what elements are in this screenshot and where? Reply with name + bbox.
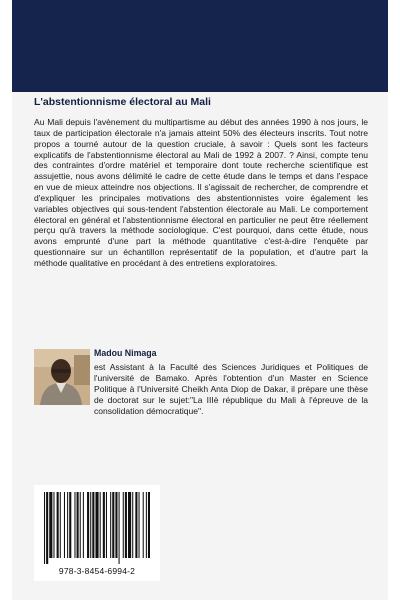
- blurb-title: L'abstentionnisme électoral au Mali: [34, 96, 211, 108]
- barcode-bar: [103, 492, 105, 558]
- barcode-bar: [100, 492, 101, 558]
- barcode-bar: [148, 492, 150, 558]
- barcode-bar: [146, 492, 147, 558]
- barcode-area: [34, 485, 160, 581]
- barcode-bar: [60, 492, 61, 558]
- author-bio: est Assistant à la Faculté des Sciences Juridiques et Politiques de l'université de Bamako. Après l'obtention d'un Master en Science Politique à l'Université Cheikh Anta Diop de Dakar, il prépare une thèse de doctorat sur le sujet:"La IIIè république du Mali à l'épreuve de la consolidation démocratique".: [94, 362, 368, 416]
- barcode-bar: [110, 492, 111, 558]
- barcode-bar: [119, 492, 120, 564]
- barcode-bar: [67, 492, 68, 558]
- barcode-bar: [44, 492, 45, 564]
- barcode-bar: [95, 492, 98, 558]
- barcode-bar: [115, 492, 117, 558]
- barcode-bar: [69, 492, 71, 558]
- barcode-bar: [112, 492, 114, 558]
- barcode-bar: [125, 492, 127, 558]
- barcode-bar: [83, 492, 84, 558]
- author-name: Madou Nimaga: [94, 348, 157, 358]
- barcode-bar: [90, 492, 91, 558]
- barcode-bar: [135, 492, 137, 558]
- barcode-bar: [123, 492, 124, 558]
- barcode-bar: [53, 492, 54, 558]
- barcode-bar: [46, 492, 48, 564]
- barcode-bar: [139, 492, 140, 558]
- barcode-bar: [64, 492, 65, 558]
- author-portrait-image: [34, 349, 90, 405]
- barcode-bar: [143, 492, 144, 558]
- barcode-bar: [132, 492, 133, 558]
- barcode-bar: [80, 492, 81, 558]
- book-back-cover: [12, 0, 388, 600]
- barcode-bar: [87, 492, 89, 558]
- barcode-bar: [128, 492, 131, 558]
- barcode-bar: [49, 492, 52, 558]
- isbn-number: 978-3-8454-6994-2: [58, 566, 136, 576]
- barcode-bar: [57, 492, 59, 558]
- top-color-band: [12, 0, 388, 92]
- barcode-bar: [74, 492, 75, 558]
- blurb-text: Au Mali depuis l'avènement du multipartisme au début des années 1990 à nos jours, le taux de participation électorale n'a jamais atteint 50% des électeurs inscrits. Tout notre propos a tourné autour de la question cruciale, à savoir : Quels sont les facteurs explicatifs de l'abstentionnisme électoral au Mali de 1992 à 2007. ? Ainsi, compte tenu des contraintes d'ordre matériel et temporaire dont toute recherche scientifique est assujettie, nous avons délimité le cadre de cette étude dans le temps et dans l'espace en vue de mieux atteindre nos objections. Il s'agissait de rechercher, de comprendre et d'expliquer les principales motivations des abstentionnistes voire également les variables objectives qui sous-tendent l'abstention électorale au Mali. Le comportement électoral en général et l'abstentionnisme électoral en particulier ne peut être réellement perçu qu'à travers la méthode sociologique. C'est pourquoi, dans cette étude, nous avons emprunté d'une part la méthode quantitative c'est-à-dire l'enquête par questionnaire sur un échantillon représentatif de la population, et d'autre part la méthode qualitative en procédant à des entretiens exploratoires.: [34, 117, 368, 268]
- barcode-bar: [92, 492, 94, 558]
- barcode-bar: [77, 492, 79, 558]
- author-photo: [34, 349, 90, 405]
- barcode-image: [44, 492, 150, 564]
- barcode-bar: [106, 492, 107, 558]
